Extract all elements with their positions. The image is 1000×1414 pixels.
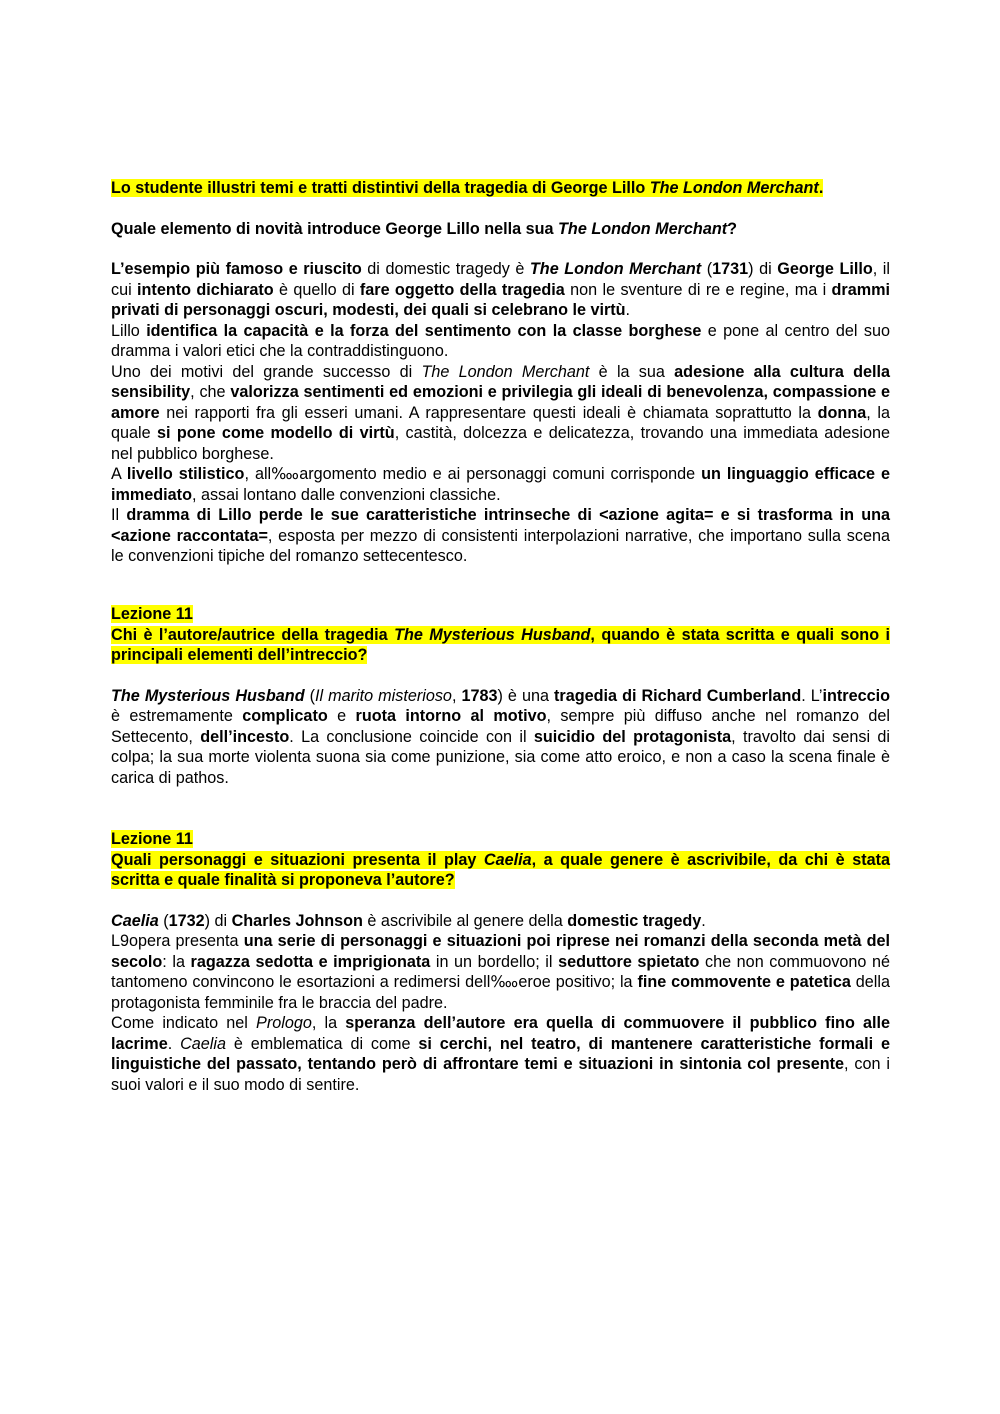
paragraph: Caelia (1732) di Charles Johnson è ascrivibile al genere della domestic tragedy. bbox=[111, 911, 706, 930]
paragraph: The Mysterious Husband (Il marito misterioso, 1783) è una tragedia di Richard Cumberland. L’intreccio è estremamente complicato e ruota intorno al motivo, sempre più diffuso anche nel romanzo del Settecento, dell’incesto. La conclusione coincide con il suicidio del protagonista, travolto dai sensi di colpa; la sua morte violenta suona sia come punizione, sia come atto eroico, e non a caso la scena finale è carica di pathos. bbox=[111, 686, 890, 787]
paragraph: A livello stilistico, all‱argomento medio e ai personaggi comuni corrisponde un linguaggio efficace e immediato, assai lontano dalle convenzioni classiche. bbox=[111, 465, 890, 504]
question-heading: Quali personaggi e situazioni presenta il play Caelia, a quale genere è ascrivibile, da chi è stata scritta e quale finalità si proponeva l’autore? bbox=[111, 850, 890, 889]
question-heading: Chi è l’autore/autrice della tragedia The Mysterious Husband, quando è stata scritta e quali sono i principali elementi dell’intreccio? bbox=[111, 625, 890, 664]
paragraph: Il dramma di Lillo perde le sue caratteristiche intrinseche di <azione agita= e si trasforma in una <azione raccontata=, esposta per mezzo di consistenti interpolazioni narrative, che importano sulla scena le convenzioni tipiche del romanzo settecentesco. bbox=[111, 506, 890, 565]
section-london-merchant bbox=[111, 178, 890, 567]
section-mysterious-husband bbox=[111, 604, 890, 788]
question-heading: Lo studente illustri temi e tratti distintivi della tragedia di George Lillo The London Merchant. bbox=[111, 179, 824, 197]
lesson-label: Lezione 11 bbox=[111, 605, 193, 623]
paragraph: L’esempio più famoso e riuscito di domestic tragedy è The London Merchant (1731) di George Lillo, il cui intento dichiarato è quello di fare oggetto della tragedia non le sventure di re e regine, ma i drammi privati di personaggi oscuri, modesti, dei quali si celebrano le virtù. bbox=[111, 260, 891, 319]
paragraph: Lillo identifica la capacità e la forza del sentimento con la classe borghese e pone al centro del suo dramma i valori etici che la contraddistinguono. bbox=[111, 321, 890, 360]
paragraph: Come indicato nel Prologo, la speranza dell’autore era quella di commuovere il pubblico fino alle lacrime. Caelia è emblematica di come si cerchi, nel teatro, di mantenere caratteristiche formali e linguistiche del passato, tentando però di affrontare temi e situazioni in sintonia col presente, con i suoi valori e il suo modo di sentire. bbox=[111, 1014, 890, 1094]
lesson-label: Lezione 11 bbox=[111, 830, 193, 848]
paragraph: Uno dei motivi del grande successo di The London Merchant è la sua adesione alla cultura della sensibility, che valorizza sentimenti ed emozioni e privilegia gli ideali di benevolenza, compassione e amore nei rapporti fra gli esseri umani. A rappresentare questi ideali è chiamata soprattutto la donna, la quale si pone come modello di virtù, castità, dolcezza e delicatezza, trovando una immediata adesione nel pubblico borghese. bbox=[111, 362, 891, 463]
question-subheading: Quale elemento di novità introduce George Lillo nella sua The London Merchant? bbox=[111, 219, 737, 238]
section-caelia bbox=[111, 829, 890, 1095]
paragraph: L9opera presenta una serie di personaggi e situazioni poi riprese nei romanzi della seconda metà del secolo: la ragazza sedotta e imprigionata in un bordello; il seduttore spietato che non commuovono né tantomeno convincono le esortazioni a redimersi dell‱eroe positivo; la fine commovente e patetica della protagonista femminile fra le braccia del padre. bbox=[111, 932, 891, 1012]
